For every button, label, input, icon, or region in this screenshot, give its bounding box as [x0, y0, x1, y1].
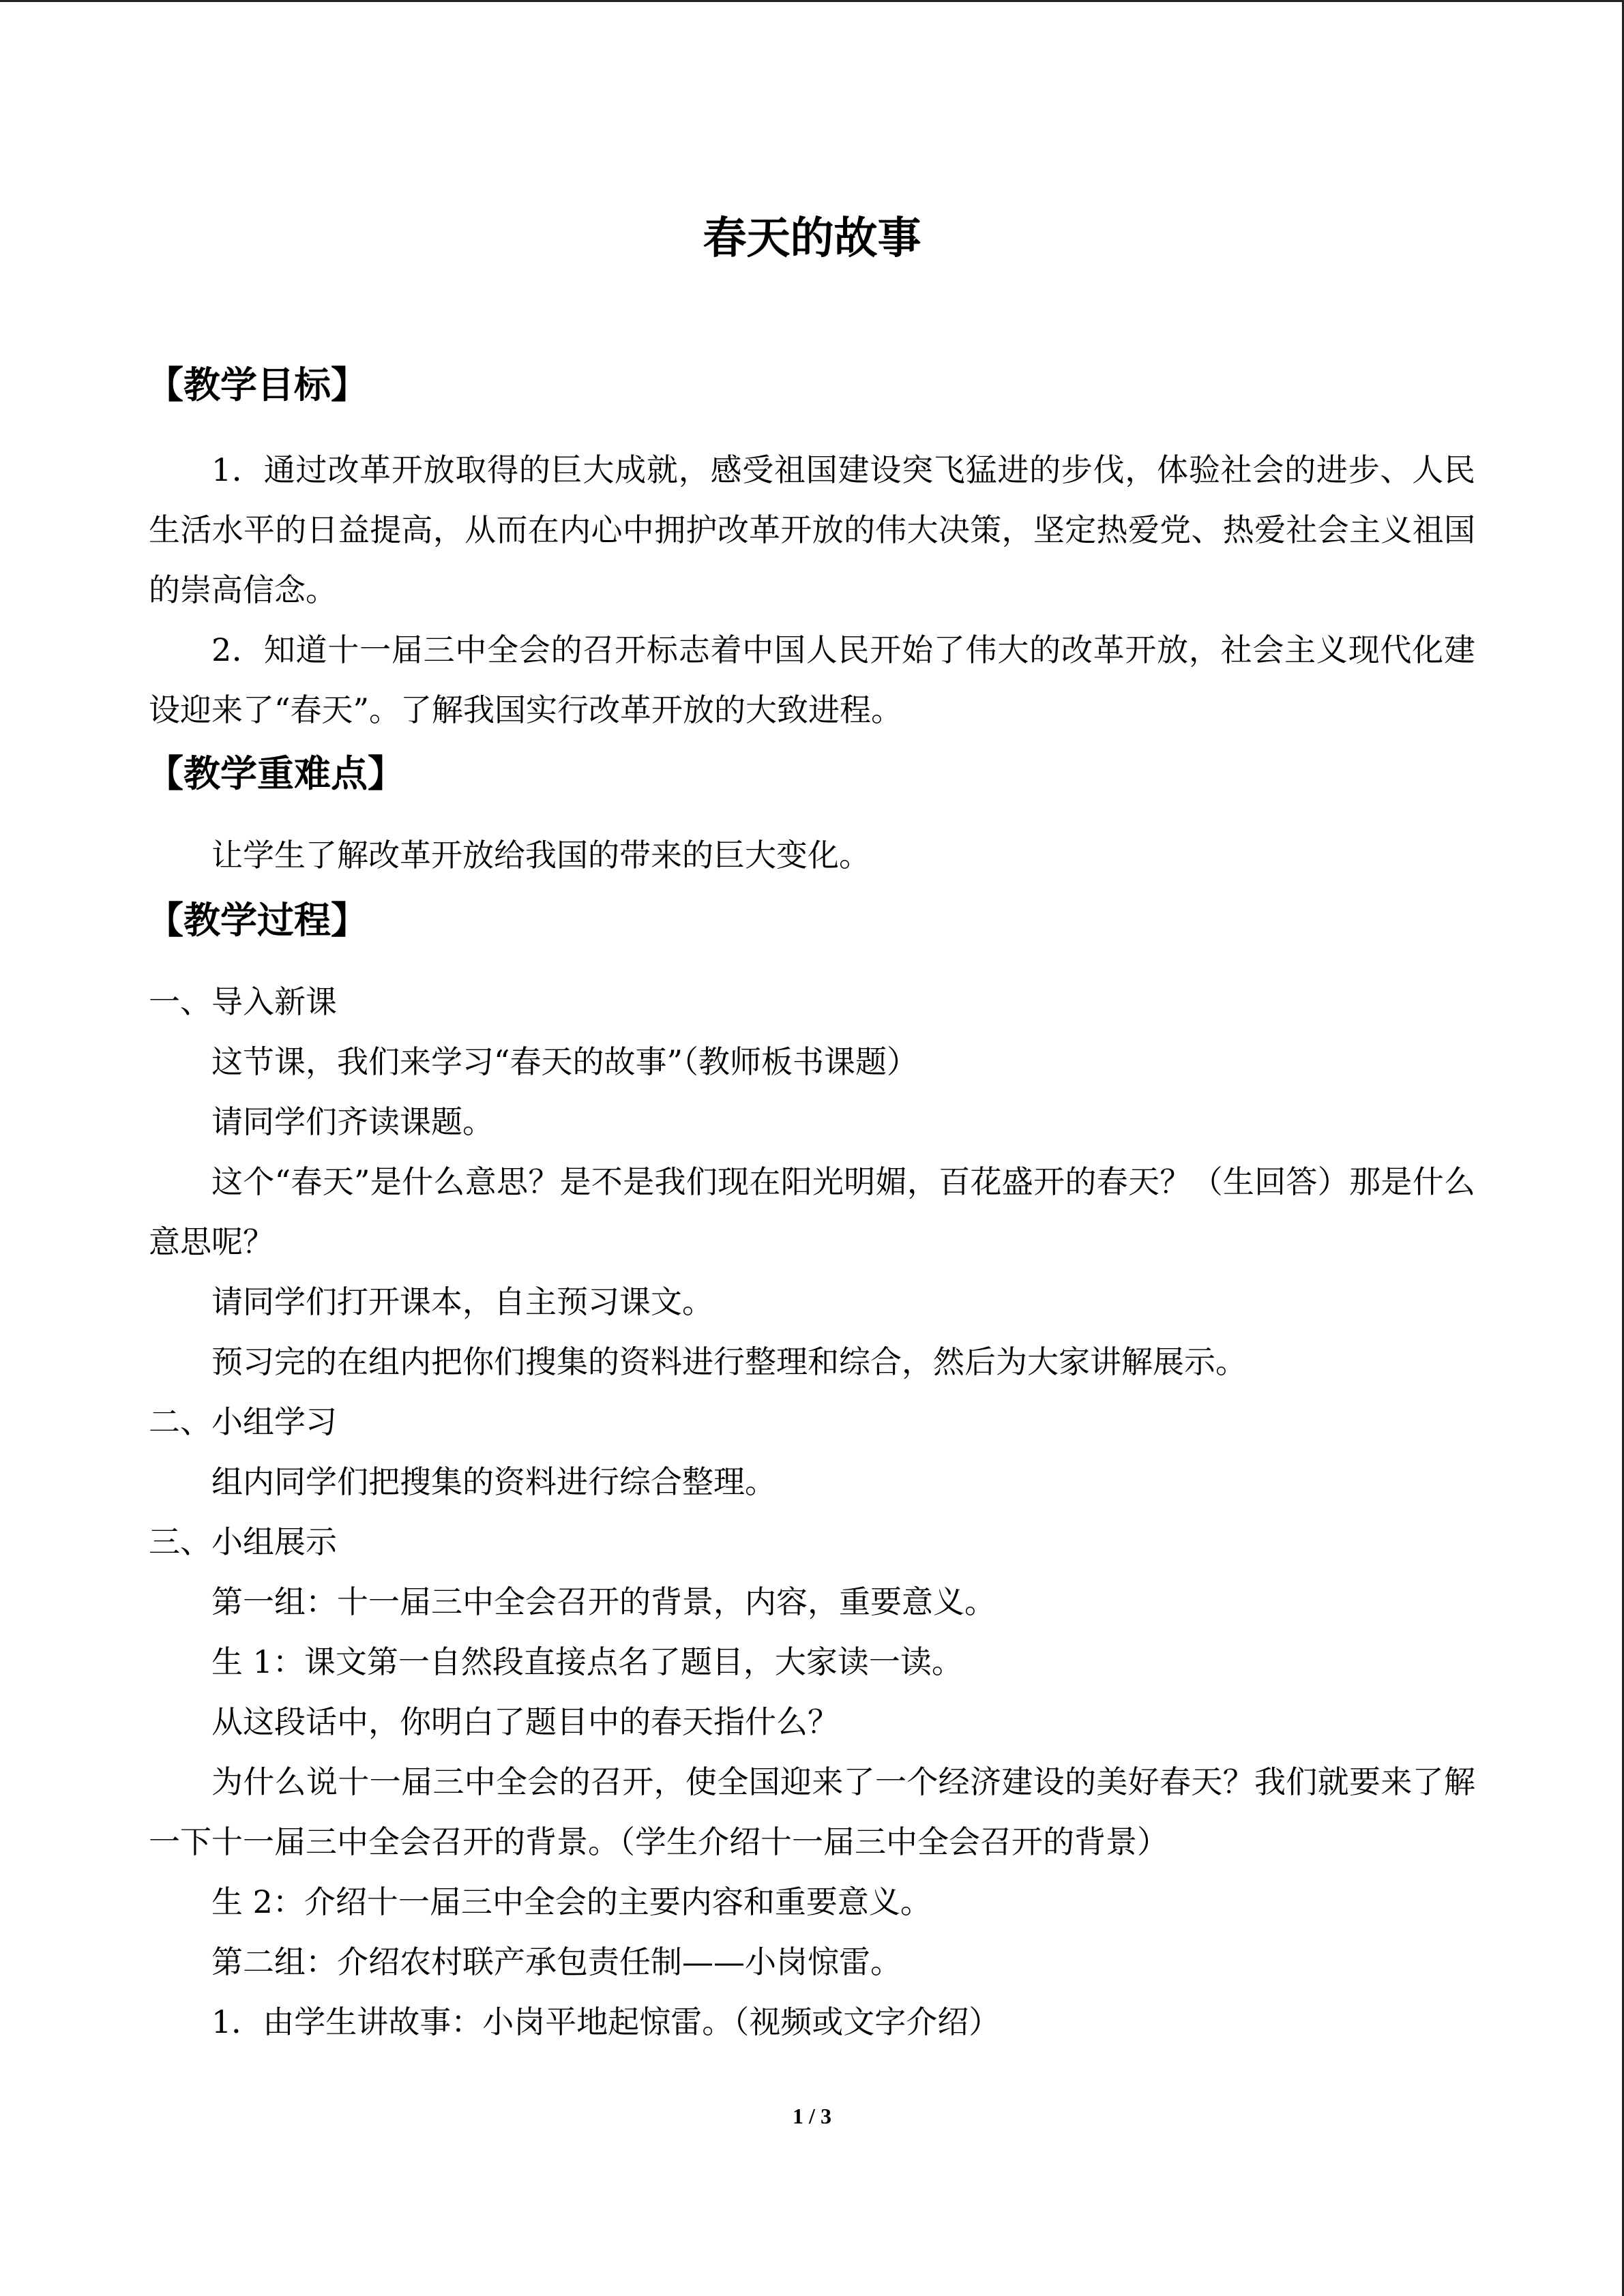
section-1-line-1: 这节课，我们来学习“春天的故事”（教师板书课题） — [211, 1043, 919, 1080]
page-top-border — [0, 0, 1624, 2]
section-1-line-4: 请同学们打开课本，自主预习课文。 — [211, 1283, 713, 1320]
section-1-paragraph-3: 这个“春天”是什么意思？是不是我们现在阳光明媚，百花盛开的春天？（生回答）那是什么意思呢？ — [149, 1163, 1475, 1260]
section-3-line-3: 从这段话中，你明白了题目中的春天指什么？ — [211, 1703, 839, 1740]
goal-1-paragraph: 1．通过改革开放取得的巨大成就，感受祖国建设突飞猛进的步伐，体验社会的进步、人民生活水平的日益提高，从而在内心中拥护改革开放的伟大决策，坚定热爱党、热爱社会主义祖国的崇高信念。 — [149, 451, 1475, 608]
document-title: 春天的故事 — [703, 213, 921, 264]
section-3-line-6: 第二组：介绍农村联产承包责任制——小岗惊雷。 — [211, 1943, 902, 1980]
section-3-line-7: 1．由学生讲故事：小岗平地起惊雷。（视频或文字介绍） — [211, 2003, 1001, 2040]
section-3-line-5: 生 2：介绍十一届三中全会的主要内容和重要意义。 — [211, 1883, 932, 1920]
section-1-title: 一、导入新课 — [149, 983, 337, 1020]
heading-teaching-process: 【教学过程】 — [147, 899, 368, 942]
section-3-line-2: 生 1：课文第一自然段直接点名了题目，大家读一读。 — [211, 1643, 963, 1680]
section-2-line-1: 组内同学们把搜集的资料进行综合整理。 — [211, 1463, 776, 1500]
section-1-line-5: 预习完的在组内把你们搜集的资料进行整理和综合，然后为大家讲解展示。 — [211, 1343, 1247, 1380]
heading-teaching-goals: 【教学目标】 — [147, 363, 368, 406]
key-points-text: 让学生了解改革开放给我国的带来的巨大变化。 — [211, 837, 870, 874]
section-3-line-1: 第一组：十一届三中全会召开的背景，内容，重要意义。 — [211, 1583, 996, 1620]
section-1-line-2: 请同学们齐读课题。 — [211, 1103, 494, 1140]
section-2-title: 二、小组学习 — [149, 1403, 337, 1440]
heading-key-points: 【教学重难点】 — [147, 752, 404, 795]
page-number: 1 / 3 — [793, 2104, 831, 2128]
section-3-paragraph-4: 为什么说十一届三中全会的召开，使全国迎来了一个经济建设的美好春天？我们就要来了解一下十一届三中全会召开的背景。（学生介绍十一届三中全会召开的背景） — [149, 1763, 1475, 1860]
section-3-title: 三、小组展示 — [149, 1523, 337, 1560]
goal-2-paragraph: 2．知道十一届三中全会的召开标志着中国人民开始了伟大的改革开放，社会主义现代化建设迎来了“春天”。了解我国实行改革开放的大致进程。 — [149, 631, 1475, 728]
